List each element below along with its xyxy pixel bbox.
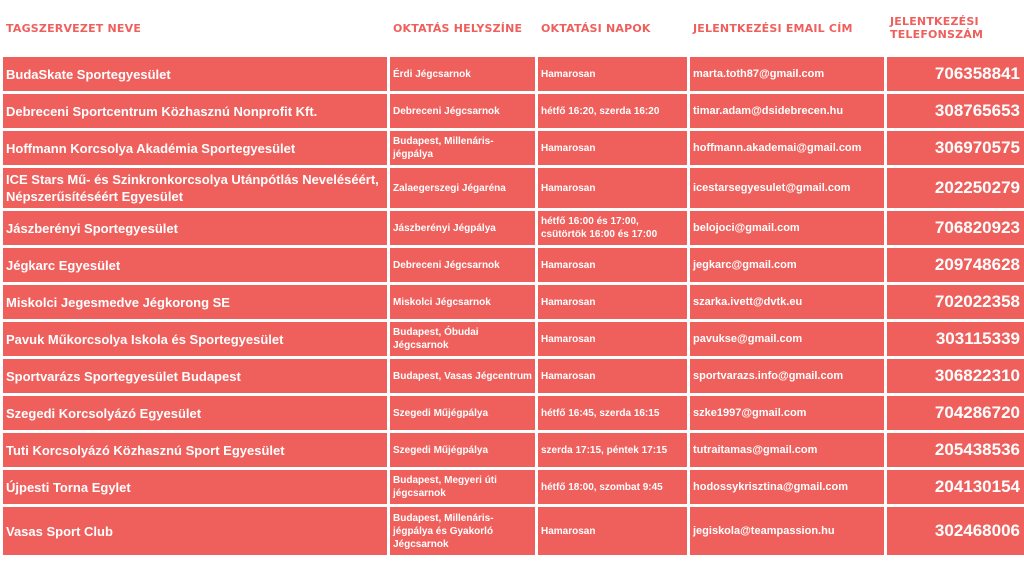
table-row — [3, 168, 1024, 208]
club-location: Miskolci Jégcsarnok — [390, 285, 535, 319]
club-location: Budapest, Vasas Jégcentrum — [390, 359, 535, 393]
club-location: Debreceni Jégcsarnok — [390, 94, 535, 128]
club-email[interactable]: hoffmann.akademai@gmail.com — [690, 131, 884, 165]
club-location: Érdi Jégcsarnok — [390, 57, 535, 91]
club-location: Zalaegerszegi Jégaréna — [390, 168, 535, 208]
table-row — [3, 396, 1024, 430]
club-location: Budapest, Óbudai Jégcsarnok — [390, 322, 535, 356]
club-phone: 706820923 — [887, 211, 1024, 245]
table-row — [3, 359, 1024, 393]
table-row — [3, 211, 1024, 245]
table-row — [3, 131, 1024, 165]
header-phone: JELENTKEZÉSI TELEFONSZÁM — [887, 2, 1024, 54]
club-phone: 204130154 — [887, 470, 1024, 504]
club-name: Vasas Sport Club — [3, 507, 387, 555]
club-phone: 202250279 — [887, 168, 1024, 208]
club-days: Hamarosan — [538, 285, 687, 319]
club-days: hétfő 16:45, szerda 16:15 — [538, 396, 687, 430]
club-email[interactable]: hodossykrisztina@gmail.com — [690, 470, 884, 504]
club-name: Debreceni Sportcentrum Közhasznú Nonprofit Kft. — [3, 94, 387, 128]
club-email[interactable]: timar.adam@dsidebrecen.hu — [690, 94, 884, 128]
club-name: Újpesti Torna Egylet — [3, 470, 387, 504]
club-name: Hoffmann Korcsolya Akadémia Sportegyesület — [3, 131, 387, 165]
club-days: Hamarosan — [538, 57, 687, 91]
club-location: Szegedi Műjégpálya — [390, 433, 535, 467]
club-phone: 308765653 — [887, 94, 1024, 128]
club-days: Hamarosan — [538, 322, 687, 356]
club-email[interactable]: szke1997@gmail.com — [690, 396, 884, 430]
club-name: Pavuk Műkorcsolya Iskola és Sportegyesület — [3, 322, 387, 356]
club-days: szerda 17:15, péntek 17:15 — [538, 433, 687, 467]
club-phone: 205438536 — [887, 433, 1024, 467]
club-name: ICE Stars Mű- és Szinkronkorcsolya Utánpótlás Neveléséért, Népszerűsítéséért Egyesület — [3, 168, 387, 208]
club-phone: 706358841 — [887, 57, 1024, 91]
club-phone: 302468006 — [887, 507, 1024, 555]
club-phone: 702022358 — [887, 285, 1024, 319]
club-phone: 704286720 — [887, 396, 1024, 430]
table-row — [3, 433, 1024, 467]
table-row — [3, 322, 1024, 356]
club-days: Hamarosan — [538, 131, 687, 165]
club-email[interactable]: belojoci@gmail.com — [690, 211, 884, 245]
club-days: Hamarosan — [538, 168, 687, 208]
club-email[interactable]: tutraitamas@gmail.com — [690, 433, 884, 467]
club-phone: 306822310 — [887, 359, 1024, 393]
club-email[interactable]: jegiskola@teampassion.hu — [690, 507, 884, 555]
club-days: hétfő 16:20, szerda 16:20 — [538, 94, 687, 128]
club-days: Hamarosan — [538, 507, 687, 555]
club-days: Hamarosan — [538, 248, 687, 282]
club-name: Sportvarázs Sportegyesület Budapest — [3, 359, 387, 393]
club-email[interactable]: sportvarazs.info@gmail.com — [690, 359, 884, 393]
table-row — [3, 94, 1024, 128]
table-row — [3, 57, 1024, 91]
club-name: BudaSkate Sportegyesület — [3, 57, 387, 91]
club-name: Jászberényi Sportegyesület — [3, 211, 387, 245]
club-location: Budapest, Megyeri úti jégcsarnok — [390, 470, 535, 504]
table-row — [3, 470, 1024, 504]
club-phone: 303115339 — [887, 322, 1024, 356]
table-header-row — [3, 2, 1024, 54]
club-email[interactable]: icestarsegyesulet@gmail.com — [690, 168, 884, 208]
header-name: TAGSZERVEZET NEVE — [3, 2, 387, 54]
club-name: Tuti Korcsolyázó Közhasznú Sport Egyesület — [3, 433, 387, 467]
club-days: hétfő 16:00 és 17:00, csütörtök 16:00 és 17:00 — [538, 211, 687, 245]
club-name: Miskolci Jegesmedve Jégkorong SE — [3, 285, 387, 319]
club-location: Szegedi Műjégpálya — [390, 396, 535, 430]
club-location: Budapest, Millenáris-jégpálya és Gyakorló Jégcsarnok — [390, 507, 535, 555]
table-row — [3, 507, 1024, 555]
club-location: Jászberényi Jégpálya — [390, 211, 535, 245]
table-row — [3, 248, 1024, 282]
header-location: OKTATÁS HELYSZÍNE — [390, 2, 535, 54]
club-days: Hamarosan — [538, 359, 687, 393]
club-phone: 306970575 — [887, 131, 1024, 165]
club-days: hétfő 18:00, szombat 9:45 — [538, 470, 687, 504]
header-days: OKTATÁSI NAPOK — [538, 2, 687, 54]
club-email[interactable]: marta.toth87@gmail.com — [690, 57, 884, 91]
header-email: JELENTKEZÉSI EMAIL CÍM — [690, 2, 884, 54]
club-location: Budapest, Millenáris-jégpálya — [390, 131, 535, 165]
club-email[interactable]: jegkarc@gmail.com — [690, 248, 884, 282]
club-location: Debreceni Jégcsarnok — [390, 248, 535, 282]
club-name: Szegedi Korcsolyázó Egyesület — [3, 396, 387, 430]
club-email[interactable]: pavukse@gmail.com — [690, 322, 884, 356]
club-name: Jégkarc Egyesület — [3, 248, 387, 282]
table-row — [3, 285, 1024, 319]
club-email[interactable]: szarka.ivett@dvtk.eu — [690, 285, 884, 319]
club-phone: 209748628 — [887, 248, 1024, 282]
